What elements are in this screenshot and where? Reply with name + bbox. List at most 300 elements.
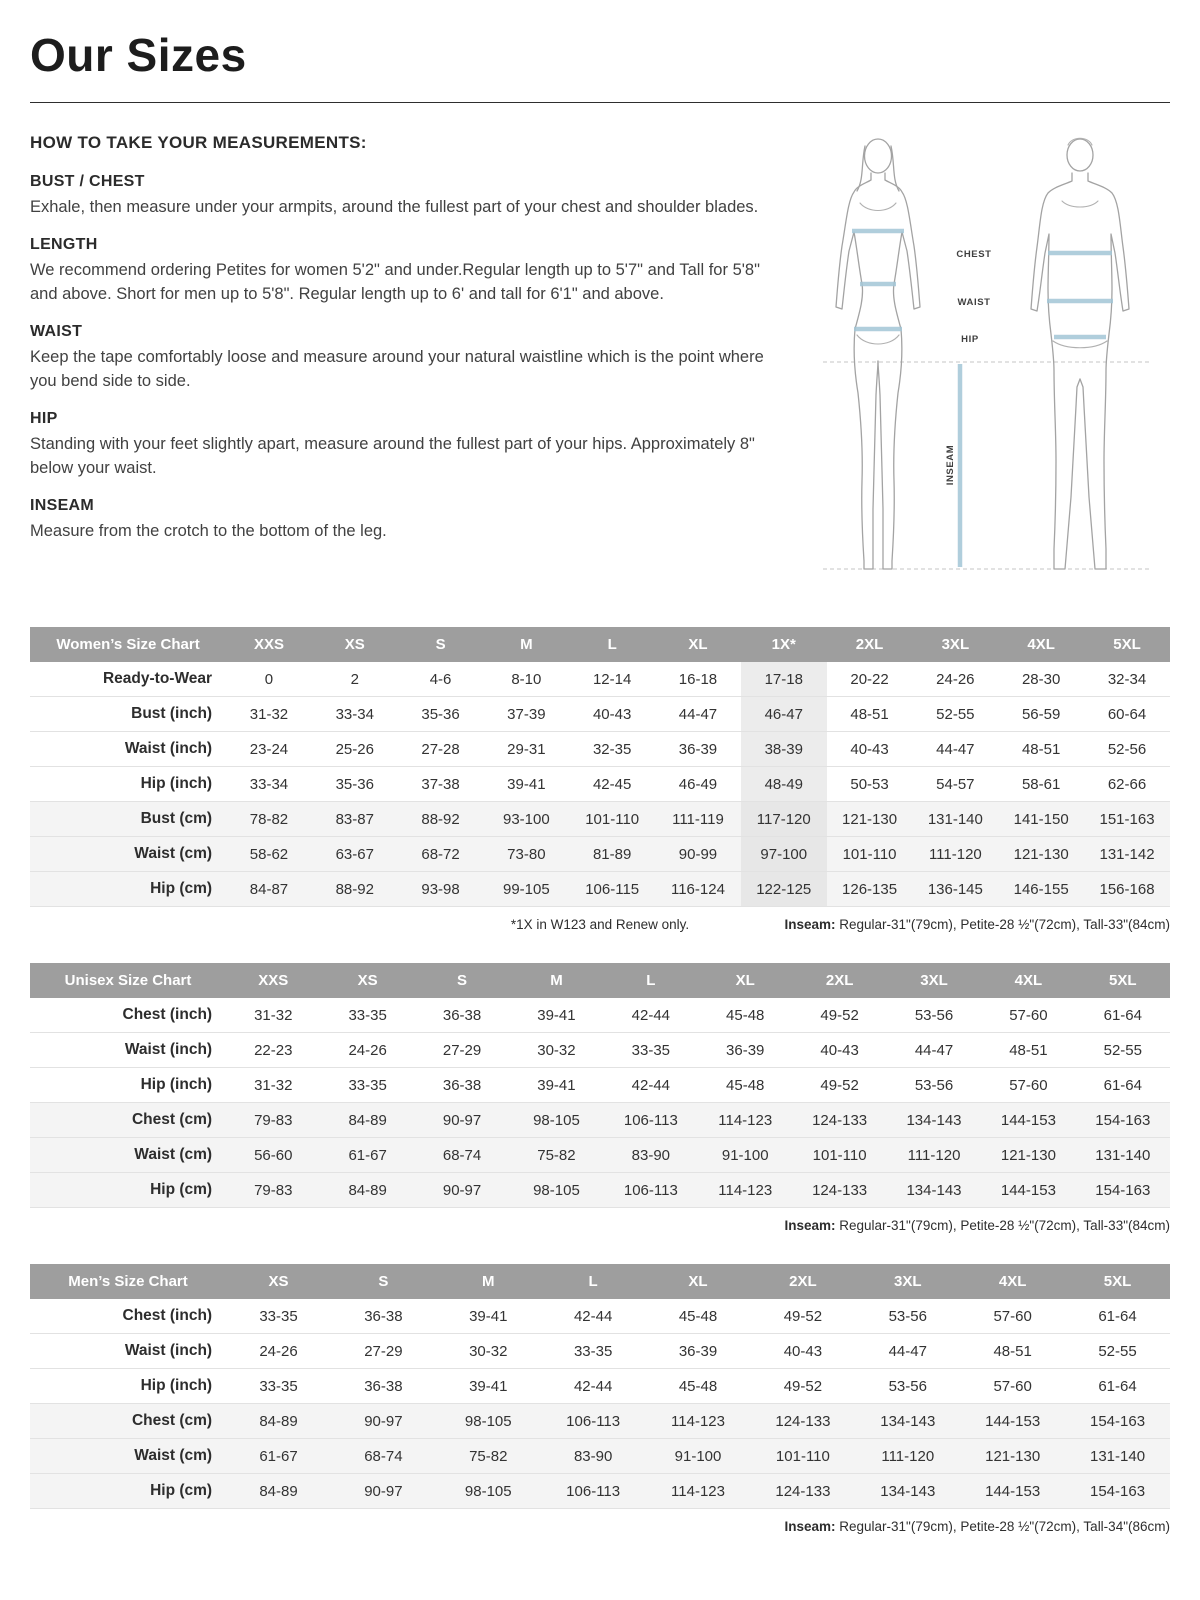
size-cell: 61-64 xyxy=(1103,1006,1142,1024)
row-label: Bust (cm) xyxy=(140,810,213,827)
section-heading: HIP xyxy=(30,410,58,428)
row-label: Waist (inch) xyxy=(124,740,213,757)
inseam-label: INSEAM xyxy=(945,444,956,486)
size-column-header: 5XL xyxy=(1065,1264,1170,1299)
size-cell: 46-47 xyxy=(741,697,827,732)
size-cell: 61-64 xyxy=(1098,1377,1137,1395)
size-cell: 33-35 xyxy=(259,1377,298,1395)
size-cell: 121-130 xyxy=(842,810,898,828)
size-cell: 35-36 xyxy=(421,705,460,723)
size-cell: 90-97 xyxy=(364,1412,403,1430)
size-cell: 90-97 xyxy=(442,1111,482,1129)
size-cell: 8-10 xyxy=(511,670,542,688)
female-neckline xyxy=(860,203,896,211)
size-cell: 24-26 xyxy=(259,1342,298,1360)
table-row xyxy=(30,1439,1170,1474)
inseam-note-label: Inseam: xyxy=(784,1218,836,1233)
instruction-section-inseam xyxy=(30,497,772,543)
row-label: Waist (cm) xyxy=(134,1447,213,1464)
size-cell: 39-41 xyxy=(469,1307,508,1325)
size-cell: 98-105 xyxy=(533,1111,580,1129)
size-cell: 33-35 xyxy=(573,1342,613,1360)
size-cell: 106-113 xyxy=(566,1482,621,1500)
womens-size-chart-block xyxy=(30,627,1170,937)
size-cell: 134-143 xyxy=(906,1181,962,1199)
size-cell: 50-53 xyxy=(850,775,889,793)
row-label: Chest (cm) xyxy=(131,1412,213,1429)
size-cell: 124-133 xyxy=(775,1482,831,1500)
table-row xyxy=(30,872,1170,907)
size-cell: 79-83 xyxy=(254,1181,293,1199)
hip-label: HIP xyxy=(961,334,979,345)
body-measurement-diagram xyxy=(808,129,1170,599)
size-cell: 154-163 xyxy=(1095,1181,1151,1199)
size-cell: 57-60 xyxy=(993,1307,1032,1325)
size-cell: 114-123 xyxy=(718,1181,773,1199)
size-cell: 111-120 xyxy=(928,845,982,863)
unisex-size-chart-block xyxy=(30,963,1170,1238)
size-cell: 58-61 xyxy=(1021,775,1061,793)
size-cell: 111-120 xyxy=(907,1146,961,1164)
womens-footnotes xyxy=(30,917,1170,937)
size-cell: 40-43 xyxy=(850,740,889,758)
size-cell: 88-92 xyxy=(421,810,460,828)
size-cell: 146-155 xyxy=(1013,880,1069,898)
row-label: Chest (cm) xyxy=(131,1111,213,1128)
section-body: Standing with your feet slightly apart, measure around the fullest part of your hips. Approximately 8" below your waist. xyxy=(30,435,755,477)
size-column-header: 3XL xyxy=(855,1264,960,1299)
size-cell: 84-89 xyxy=(259,1412,298,1430)
table-title: Women’s Size Chart xyxy=(30,627,226,662)
size-cell: 98-105 xyxy=(464,1412,512,1430)
size-cell: 32-34 xyxy=(1107,670,1147,688)
size-cell: 33-34 xyxy=(249,775,289,793)
size-cell: 52-56 xyxy=(1107,740,1147,758)
row-label: Hip (cm) xyxy=(150,1482,213,1499)
size-cell: 48-51 xyxy=(850,705,889,723)
table-row xyxy=(30,1299,1170,1334)
size-cell: 141-150 xyxy=(1013,810,1069,828)
size-cell: 111-119 xyxy=(672,810,724,828)
size-column-header: M xyxy=(483,627,569,662)
size-cell: 93-98 xyxy=(421,880,460,898)
size-cell: 40-43 xyxy=(820,1041,859,1059)
size-cell: 124-133 xyxy=(812,1181,868,1199)
row-label: Hip (cm) xyxy=(150,880,213,897)
size-cell: 38-39 xyxy=(741,732,827,767)
size-cell: 122-125 xyxy=(741,872,827,907)
size-cell: 116-124 xyxy=(670,880,725,898)
inseam-note-label: Inseam: xyxy=(784,1519,836,1534)
size-cell: 84-89 xyxy=(348,1111,387,1129)
size-cell: 114-123 xyxy=(718,1111,773,1129)
mens-inseam-note xyxy=(784,1519,1170,1534)
size-cell: 29-31 xyxy=(507,740,546,758)
size-cell: 101-110 xyxy=(585,810,640,828)
size-cell: 58-62 xyxy=(249,845,289,863)
size-cell: 27-29 xyxy=(364,1342,403,1360)
size-cell: 68-72 xyxy=(421,845,460,863)
size-cell: 36-38 xyxy=(364,1307,403,1325)
size-cell: 131-140 xyxy=(1090,1447,1146,1465)
section-heading: WAIST xyxy=(30,323,83,341)
size-cell: 52-55 xyxy=(1103,1041,1142,1059)
size-cell: 25-26 xyxy=(335,740,374,758)
size-cell: 49-52 xyxy=(820,1076,859,1094)
womens-size-table xyxy=(30,627,1170,907)
size-cell: 98-105 xyxy=(533,1181,580,1199)
size-cell: 121-130 xyxy=(1013,845,1069,863)
size-cell: 131-140 xyxy=(1095,1146,1151,1164)
size-cell: 45-48 xyxy=(726,1006,765,1024)
title-divider xyxy=(30,102,1170,103)
table-row xyxy=(30,1404,1170,1439)
row-label: Waist (cm) xyxy=(134,1146,213,1163)
table-title: Men’s Size Chart xyxy=(30,1264,226,1299)
size-cell: 90-97 xyxy=(364,1482,403,1500)
row-label: Ready-to-Wear xyxy=(102,670,213,687)
size-cell: 42-44 xyxy=(573,1307,613,1325)
size-cell: 106-113 xyxy=(623,1111,678,1129)
table-row xyxy=(30,732,1170,767)
size-cell: 17-18 xyxy=(741,662,827,697)
size-cell: 36-39 xyxy=(678,740,718,758)
table-row xyxy=(30,662,1170,697)
size-column-header: L xyxy=(604,963,698,998)
size-cell: 44-47 xyxy=(936,740,975,758)
size-cell: 121-130 xyxy=(1000,1146,1056,1164)
size-cell: 83-87 xyxy=(335,810,374,828)
size-cell: 136-145 xyxy=(927,880,983,898)
size-cell: 134-143 xyxy=(906,1111,962,1129)
size-cell: 54-57 xyxy=(936,775,975,793)
table-row xyxy=(30,1369,1170,1404)
size-column-header: XS xyxy=(226,1264,331,1299)
row-label: Bust (inch) xyxy=(131,705,213,722)
size-cell: 33-35 xyxy=(631,1041,671,1059)
inseam-note-label: Inseam: xyxy=(784,917,836,932)
table-row xyxy=(30,802,1170,837)
row-label: Chest (inch) xyxy=(122,1006,213,1023)
size-cell: 33-35 xyxy=(259,1307,298,1325)
size-column-header: 2XL xyxy=(750,1264,855,1299)
size-column-header: XL xyxy=(646,1264,751,1299)
size-cell: 22-23 xyxy=(254,1041,293,1059)
size-cell: 45-48 xyxy=(726,1076,765,1094)
size-cell: 24-26 xyxy=(936,670,975,688)
size-cell: 97-100 xyxy=(741,837,827,872)
size-cell: 75-82 xyxy=(469,1447,508,1465)
size-cell: 32-35 xyxy=(592,740,632,758)
size-cell: 62-66 xyxy=(1107,775,1147,793)
size-cell: 83-90 xyxy=(573,1447,613,1465)
size-cell: 124-133 xyxy=(775,1412,831,1430)
male-figure xyxy=(1031,138,1129,569)
size-column-header: L xyxy=(541,1264,646,1299)
female-swimsuit-line xyxy=(857,335,899,344)
size-cell: 114-123 xyxy=(671,1482,725,1500)
inseam-note-text: Regular-31"(79cm), Petite-28 ½"(72cm), Tall-33"(84cm) xyxy=(839,917,1170,932)
table-row xyxy=(30,1474,1170,1509)
size-column-header: S xyxy=(398,627,484,662)
size-cell: 53-56 xyxy=(888,1307,927,1325)
size-cell: 53-56 xyxy=(914,1006,954,1024)
row-label: Hip (cm) xyxy=(150,1181,213,1198)
section-heading: INSEAM xyxy=(30,496,95,514)
size-cell: 106-113 xyxy=(623,1181,678,1199)
section-body: Keep the tape comfortably loose and measure around your natural waistline which is the point where you bend side to side. xyxy=(30,348,764,390)
size-cell: 154-163 xyxy=(1095,1111,1151,1129)
male-body-left-outline xyxy=(1031,173,1080,569)
size-cell: 117-120 xyxy=(741,802,827,837)
size-cell: 60-64 xyxy=(1107,705,1147,723)
size-cell: 40-43 xyxy=(592,705,632,723)
size-cell: 126-135 xyxy=(842,880,898,898)
table-row xyxy=(30,1103,1170,1138)
size-cell: 44-47 xyxy=(888,1342,927,1360)
size-column-header: 4XL xyxy=(998,627,1084,662)
size-cell: 57-60 xyxy=(993,1377,1032,1395)
size-cell: 35-36 xyxy=(335,775,374,793)
size-column-header: 4XL xyxy=(960,1264,1065,1299)
size-column-header: 5XL xyxy=(1076,963,1170,998)
instruction-section-bust-chest xyxy=(30,173,772,219)
table-row xyxy=(30,1138,1170,1173)
row-label: Hip (inch) xyxy=(140,1076,213,1093)
size-cell: 68-74 xyxy=(442,1146,482,1164)
section-body: Exhale, then measure under your armpits, around the fullest part of your chest and shoulder blades. xyxy=(30,198,759,216)
size-column-header: L xyxy=(569,627,655,662)
measurement-instructions xyxy=(30,129,772,601)
male-head-outline xyxy=(1067,139,1093,171)
one-x-footnote: *1X in W123 and Renew only. xyxy=(510,917,690,932)
size-cell: 121-130 xyxy=(985,1447,1041,1465)
size-cell: 49-52 xyxy=(820,1006,859,1024)
size-cell: 36-38 xyxy=(442,1006,482,1024)
row-label: Hip (inch) xyxy=(140,1377,213,1394)
table-row xyxy=(30,1173,1170,1208)
table-title: Unisex Size Chart xyxy=(30,963,226,998)
size-cell: 84-89 xyxy=(259,1482,298,1500)
table-row xyxy=(30,1334,1170,1369)
size-cell: 39-41 xyxy=(537,1006,576,1024)
size-cell: 39-41 xyxy=(507,775,546,793)
size-cell: 56-59 xyxy=(1021,705,1061,723)
size-cell: 90-99 xyxy=(678,845,718,863)
instruction-section-hip xyxy=(30,410,772,480)
size-cell: 57-60 xyxy=(1009,1076,1048,1094)
size-cell: 42-44 xyxy=(573,1377,613,1395)
size-column-header: XS xyxy=(312,627,398,662)
table-row xyxy=(30,1068,1170,1103)
size-cell: 27-29 xyxy=(442,1041,482,1059)
measurement-figure xyxy=(790,129,1170,601)
size-column-header: XXS xyxy=(226,627,312,662)
size-cell: 88-92 xyxy=(335,880,374,898)
size-cell: 91-100 xyxy=(674,1447,722,1465)
size-cell: 53-56 xyxy=(888,1377,927,1395)
size-cell: 83-90 xyxy=(631,1146,671,1164)
size-cell: 106-113 xyxy=(566,1412,621,1430)
instruction-section-waist xyxy=(30,323,772,393)
inseam-note-text: Regular-31"(79cm), Petite-28 ½"(72cm), Tall-34"(86cm) xyxy=(839,1519,1170,1534)
mens-footnotes xyxy=(30,1519,1170,1539)
size-cell: 31-32 xyxy=(254,1006,293,1024)
size-cell: 49-52 xyxy=(783,1377,823,1395)
size-cell: 44-47 xyxy=(678,705,718,723)
size-column-header: XL xyxy=(698,963,792,998)
size-cell: 39-41 xyxy=(469,1377,508,1395)
size-cell: 101-110 xyxy=(842,845,897,863)
size-cell: 53-56 xyxy=(914,1076,954,1094)
size-column-header: S xyxy=(415,963,509,998)
size-cell: 99-105 xyxy=(503,880,550,898)
size-cell: 31-32 xyxy=(254,1076,293,1094)
size-column-header: XL xyxy=(655,627,741,662)
size-cell: 111-120 xyxy=(881,1447,935,1465)
size-cell: 57-60 xyxy=(1009,1006,1048,1024)
size-cell: 36-38 xyxy=(364,1377,403,1395)
size-cell: 42-44 xyxy=(631,1076,671,1094)
unisex-footnotes xyxy=(30,1218,1170,1238)
size-cell: 30-32 xyxy=(469,1342,508,1360)
size-cell: 16-18 xyxy=(678,670,718,688)
size-cell: 48-49 xyxy=(741,767,827,802)
mens-size-table xyxy=(30,1264,1170,1509)
row-label: Waist (cm) xyxy=(134,845,213,862)
size-cell: 151-163 xyxy=(1099,810,1155,828)
size-cell: 56-60 xyxy=(254,1146,293,1164)
size-cell: 0 xyxy=(264,670,274,688)
size-cell: 106-115 xyxy=(585,880,640,898)
size-cell: 24-26 xyxy=(348,1041,387,1059)
size-column-header: 2XL xyxy=(827,627,913,662)
size-cell: 30-32 xyxy=(537,1041,576,1059)
page-title: Our Sizes xyxy=(30,29,247,81)
size-cell: 48-51 xyxy=(1021,740,1061,758)
section-heading: BUST / CHEST xyxy=(30,173,145,190)
size-cell: 131-140 xyxy=(927,810,983,828)
size-column-header: 4XL xyxy=(981,963,1075,998)
female-head-outline xyxy=(865,139,892,173)
size-column-header: 2XL xyxy=(792,963,886,998)
male-body-right-outline xyxy=(1080,173,1129,569)
measurement-intro xyxy=(30,129,1170,601)
size-cell: 134-143 xyxy=(880,1412,936,1430)
size-cell: 84-87 xyxy=(249,880,289,898)
table-row xyxy=(30,837,1170,872)
womens-inseam-note xyxy=(784,917,1170,932)
table-row xyxy=(30,1033,1170,1068)
size-cell: 93-100 xyxy=(503,810,550,828)
chest-label: CHEST xyxy=(956,249,992,260)
size-cell: 46-49 xyxy=(678,775,718,793)
size-cell: 20-22 xyxy=(850,670,889,688)
size-cell: 2 xyxy=(350,670,359,688)
size-cell: 4-6 xyxy=(429,670,452,688)
size-cell: 73-80 xyxy=(507,845,546,863)
size-cell: 31-32 xyxy=(249,705,289,723)
size-column-header: 5XL xyxy=(1084,627,1170,662)
size-cell: 144-153 xyxy=(985,1482,1041,1500)
size-cell: 36-39 xyxy=(678,1342,718,1360)
section-heading: LENGTH xyxy=(30,236,98,254)
size-cell: 79-83 xyxy=(254,1111,293,1129)
size-cell: 42-45 xyxy=(592,775,632,793)
size-cell: 23-24 xyxy=(249,740,289,758)
size-cell: 36-38 xyxy=(442,1076,482,1094)
size-column-header: XS xyxy=(320,963,414,998)
table-row xyxy=(30,998,1170,1033)
size-cell: 44-47 xyxy=(914,1041,954,1059)
size-cell: 52-55 xyxy=(1098,1342,1137,1360)
size-cell: 101-110 xyxy=(812,1146,867,1164)
instruction-section-length xyxy=(30,236,772,306)
unisex-inseam-note xyxy=(784,1218,1170,1233)
size-cell: 156-168 xyxy=(1099,880,1155,898)
size-cell: 52-55 xyxy=(936,705,975,723)
mens-size-chart-block xyxy=(30,1264,1170,1539)
size-cell: 49-52 xyxy=(783,1307,823,1325)
size-cell: 37-38 xyxy=(421,775,460,793)
female-figure xyxy=(836,139,920,569)
size-cell: 144-153 xyxy=(1000,1181,1056,1199)
size-column-header: 1X* xyxy=(741,627,827,662)
size-cell: 124-133 xyxy=(812,1111,868,1129)
size-cell: 61-64 xyxy=(1103,1076,1142,1094)
size-cell: 42-44 xyxy=(631,1006,671,1024)
size-cell: 144-153 xyxy=(1000,1111,1056,1129)
size-cell: 78-82 xyxy=(249,810,289,828)
size-cell: 101-110 xyxy=(775,1447,830,1465)
size-cell: 45-48 xyxy=(678,1377,718,1395)
section-body: We recommend ordering Petites for women 5'2" and under.Regular length up to 5'7" and Tall for 5'8" and above. Short for men up to 5'8". Regular length up to 6' and tall for 6'1" and above. xyxy=(30,261,760,303)
size-cell: 75-82 xyxy=(537,1146,576,1164)
table-row xyxy=(30,697,1170,732)
size-cell: 28-30 xyxy=(1021,670,1061,688)
size-cell: 91-100 xyxy=(721,1146,769,1164)
waist-label: WAIST xyxy=(957,297,991,308)
size-column-header: M xyxy=(509,963,603,998)
instructions-heading: HOW TO TAKE YOUR MEASUREMENTS: xyxy=(30,133,367,152)
size-cell: 154-163 xyxy=(1090,1412,1146,1430)
table-row xyxy=(30,767,1170,802)
size-cell: 45-48 xyxy=(678,1307,718,1325)
row-label: Waist (inch) xyxy=(124,1041,213,1058)
size-column-header: M xyxy=(436,1264,541,1299)
size-cell: 114-123 xyxy=(671,1412,725,1430)
size-cell: 33-35 xyxy=(348,1006,387,1024)
row-label: Chest (inch) xyxy=(122,1307,213,1324)
size-column-header: S xyxy=(331,1264,436,1299)
size-cell: 48-51 xyxy=(1009,1041,1048,1059)
size-cell: 134-143 xyxy=(880,1482,936,1500)
size-cell: 154-163 xyxy=(1090,1482,1146,1500)
size-cell: 33-34 xyxy=(335,705,374,723)
size-cell: 61-67 xyxy=(259,1447,298,1465)
male-neckline xyxy=(1062,201,1098,207)
size-cell: 98-105 xyxy=(464,1482,512,1500)
size-cell: 27-28 xyxy=(421,740,460,758)
row-label: Waist (inch) xyxy=(124,1342,213,1359)
size-cell: 36-39 xyxy=(726,1041,765,1059)
size-cell: 63-67 xyxy=(335,845,374,863)
size-cell: 37-39 xyxy=(507,705,546,723)
size-cell: 131-142 xyxy=(1099,845,1155,863)
size-cell: 81-89 xyxy=(592,845,632,863)
size-cell: 12-14 xyxy=(592,670,632,688)
row-label: Hip (inch) xyxy=(140,775,213,792)
